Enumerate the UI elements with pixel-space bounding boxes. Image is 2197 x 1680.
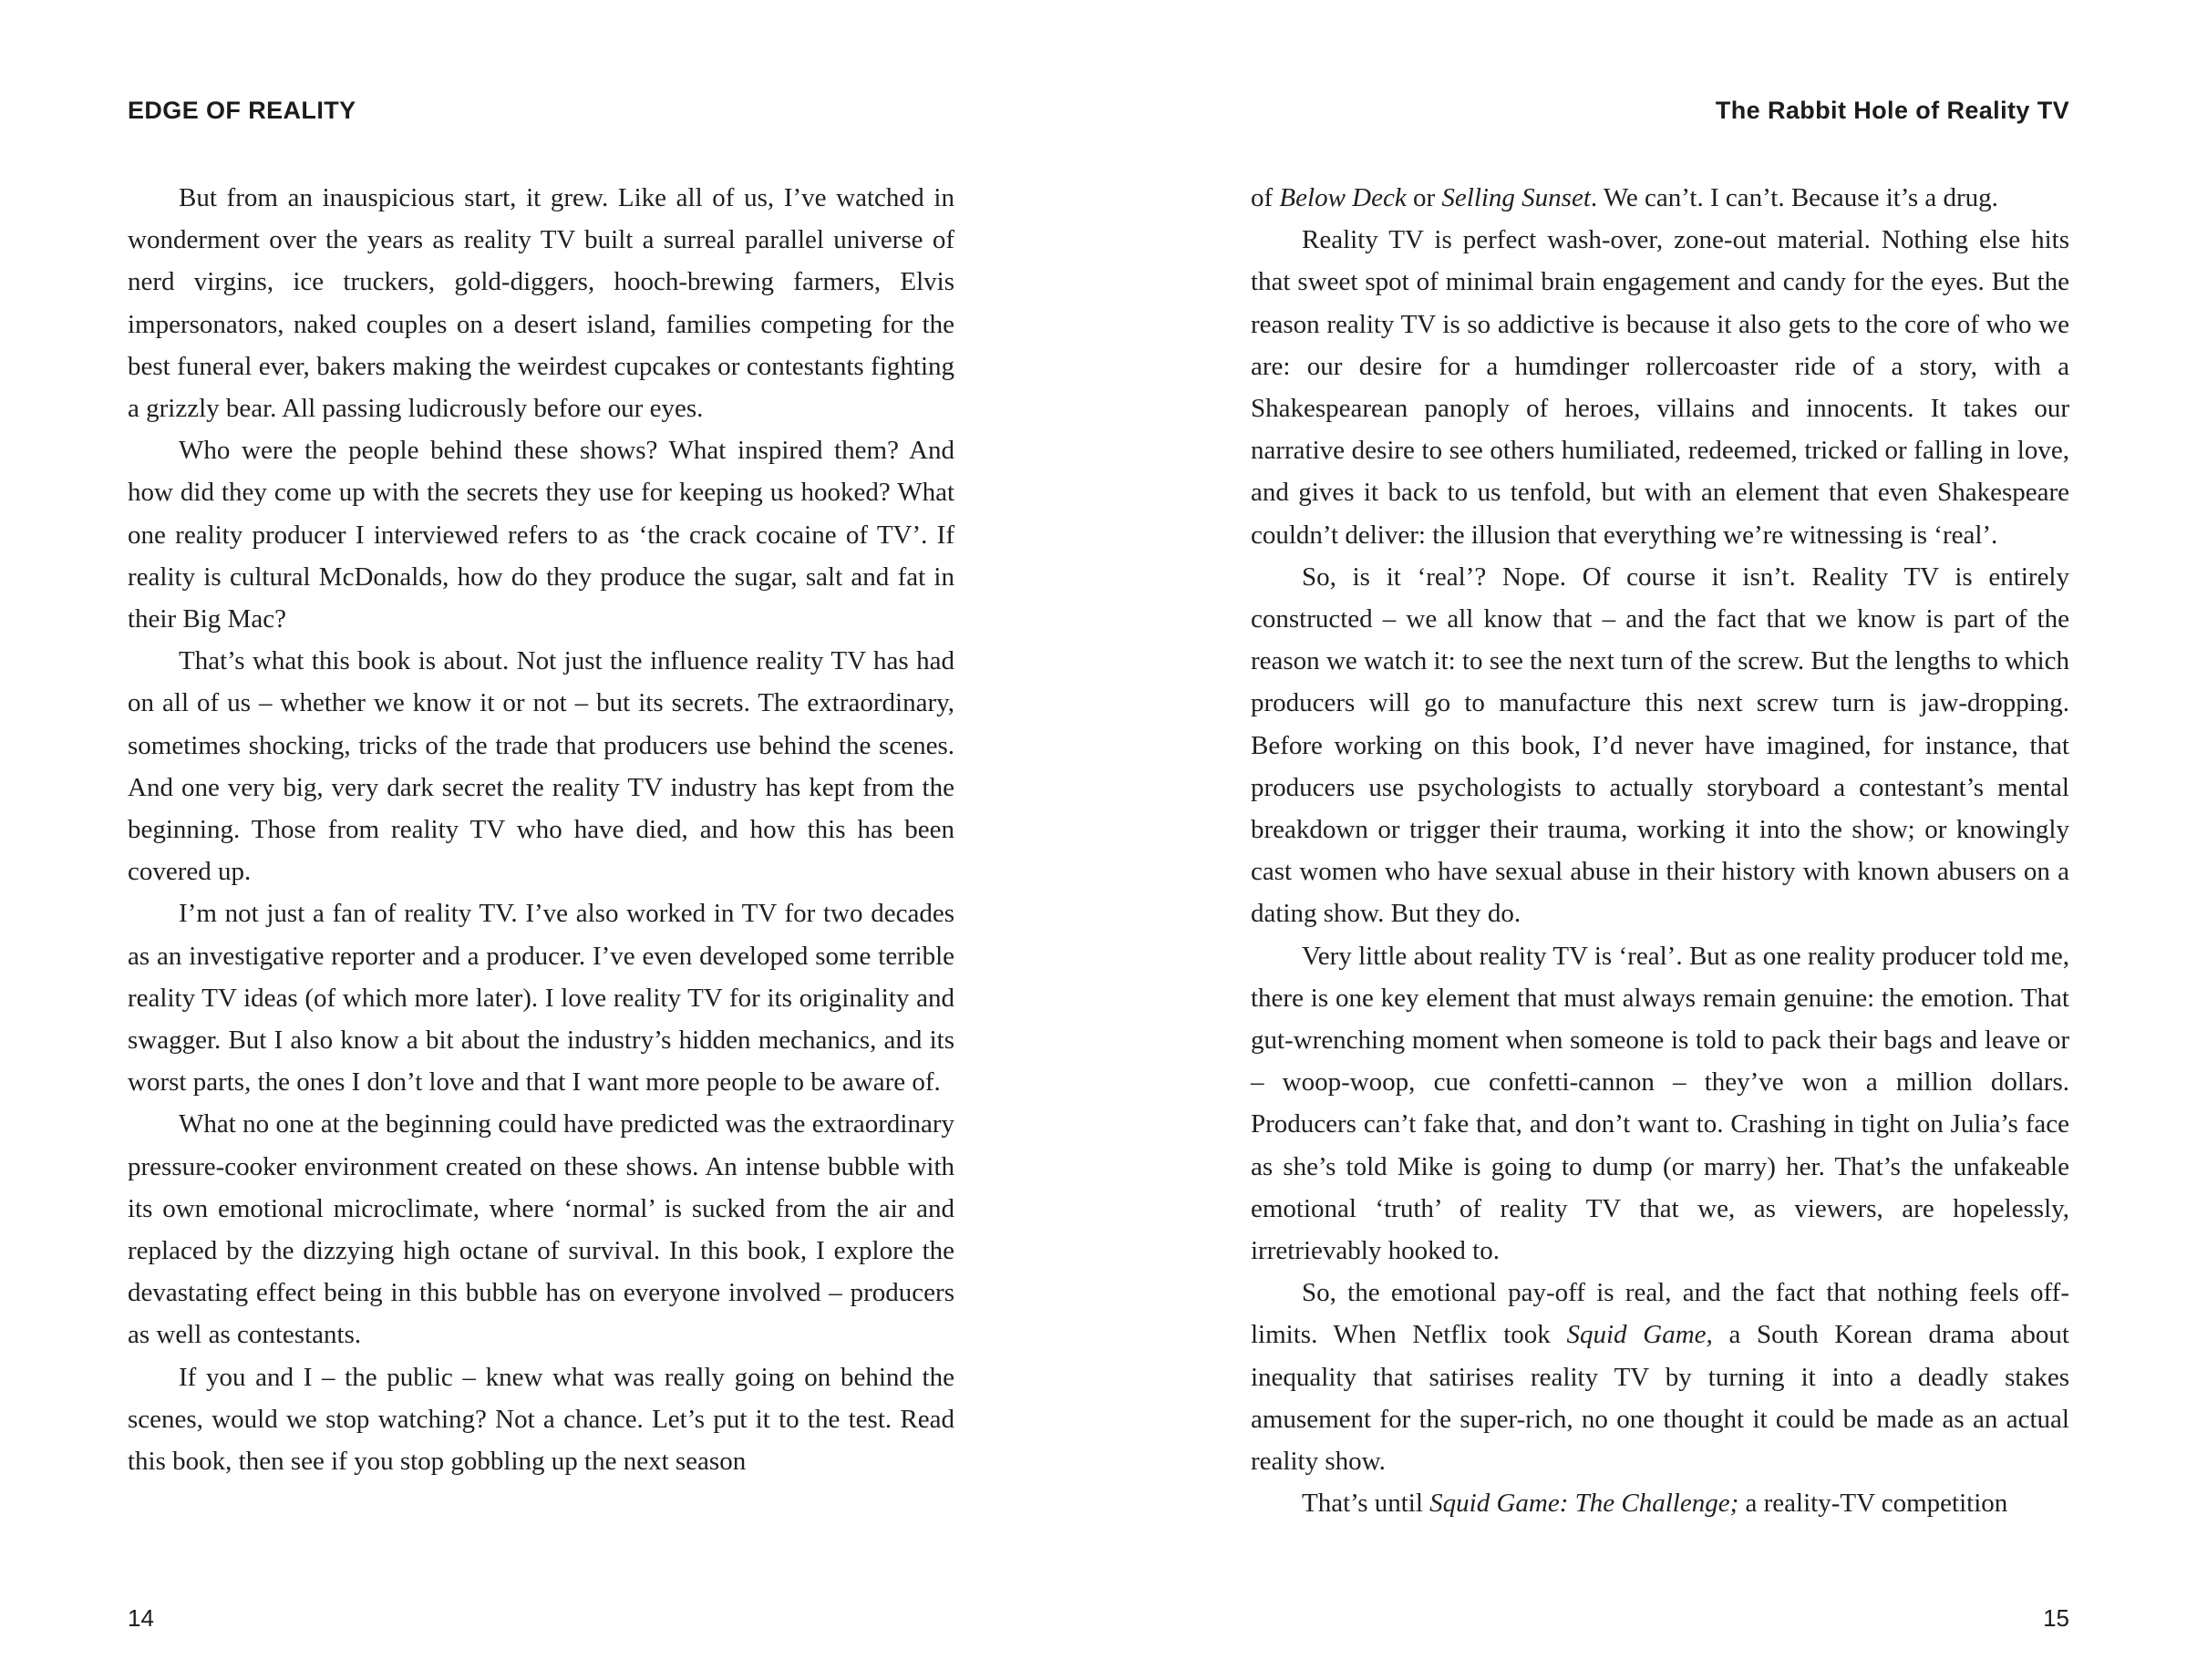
page-right bbox=[1098, 0, 2197, 1680]
paragraph bbox=[1251, 935, 2069, 1273]
italic-text-run: Squid Game, bbox=[1566, 1320, 1713, 1350]
running-head-right: The Rabbit Hole of Reality TV bbox=[1715, 97, 2069, 124]
text-run: So, is it ‘real’? Nope. Of course it isn’t. Reality TV is entirely constructed – we all know that – and the fact that we know is part of the reason we watch it: to see the next turn of the screw. But the lengths to which producers will go to manufacture this next screw turn is jaw-dropping. Before working on this book, I’d never have imagined, for instance, that producers use psychologists to actually storyboard a contestant’s mental breakdown or trigger their trauma, working it into the show; or knowingly cast women who have sexual abuse in their history with known abusers on a dating show. But they do. bbox=[1251, 562, 2069, 929]
paragraph bbox=[1251, 556, 2069, 935]
text-run: Very little about reality TV is ‘real’. But as one reality producer told me, there is one key element that must always remain genuine: the emotion. That gut-wrenching moment when someone is told to pack their bags and leave or – woop-woop, cue confetti-cannon – they’ve won a million dollars. Producers can’t fake that, and don’t want to. Crashing in tight on Julia’s face as she’s told Mike is going to dump (or marry) her. That’s the unfakeable emotional ‘truth’ of reality TV that we, as viewers, are hopelessly, irretrievably hooked to. bbox=[1251, 941, 2069, 1266]
text-run: If you and I – the public – knew what was really going on behind the scenes, would we stop watching? Not a chance. Let’s put it to the test. Read this book, then see if you stop gobbling up the next season bbox=[128, 1362, 954, 1477]
paragraph bbox=[1251, 1482, 2069, 1524]
italic-text-run: Squid Game: The Challenge; bbox=[1429, 1489, 1739, 1519]
running-head-left: EDGE OF REALITY bbox=[128, 97, 356, 124]
paragraph bbox=[128, 892, 954, 1103]
text-run: of bbox=[1251, 183, 1280, 212]
page-left-body bbox=[128, 177, 954, 1482]
italic-text-run: Below Deck bbox=[1279, 183, 1407, 212]
text-run: I’m not just a fan of reality TV. I’ve also worked in TV for two decades as an investigative reporter and a producer. I’ve even developed some terrible reality TV ideas (of which more later). I love reality TV for its originality and swagger. But I also know a bit about the industry’s hidden mechanics, and its worst parts, the ones I don’t love and that I want more people to be aware of. bbox=[128, 899, 954, 1098]
paragraph bbox=[1251, 219, 2069, 556]
page-number-left: 14 bbox=[128, 1604, 154, 1632]
text-run: So, the emotional pay-off is real, and the fact that nothing feels off-limits. When Netflix took bbox=[1251, 1278, 2069, 1350]
paragraph bbox=[128, 640, 954, 892]
paragraph bbox=[128, 1356, 954, 1483]
paragraph bbox=[1251, 1272, 2069, 1482]
text-run: That’s until bbox=[1302, 1489, 1430, 1519]
italic-text-run: Selling Sunset bbox=[1441, 183, 1591, 212]
text-run: Who were the people behind these shows? What inspired them? And how did they come up with the secrets they use for keeping us hooked? What one reality producer I interviewed refers to as ‘the crack cocaine of TV’. If reality is cultural McDonalds, how do they produce the sugar, salt and fat in their Big Mac? bbox=[128, 436, 954, 634]
text-run: a reality-TV competition bbox=[1738, 1489, 2008, 1519]
text-run: But from an inauspicious start, it grew. Like all of us, I’ve watched in wonderment over the years as reality TV built a surreal parallel universe of nerd virgins, ice truckers, gold-diggers, hooch-brewing farmers, Elvis impersonators, naked couples on a desert island, families competing for the best funeral ever, bakers making the weirdest cupcakes or contestants fighting a grizzly bear. All passing ludicrously before our eyes. bbox=[128, 183, 954, 424]
text-run: or bbox=[1406, 183, 1442, 212]
page-right-body bbox=[1251, 177, 2069, 1525]
text-run: What no one at the beginning could have predicted was the extraordinary pressure-cooker environment created on these shows. An intense bubble with its own emotional microclimate, where ‘normal’ is sucked from the air and replaced by the dizzying high octane of survival. In this book, I explore the devastating effect being in this bubble has on everyone involved – producers as well as contestants. bbox=[128, 1109, 954, 1350]
text-run: Reality TV is perfect wash-over, zone-out material. Nothing else hits that sweet spot of minimal brain engagement and candy for the eyes. But the reason reality TV is so addictive is because it also gets to the core of who we are: our desire for a humdinger rollercoaster ride of a story, with a Shakespearean panoply of heroes, villains and innocents. It takes our narrative desire to see others humiliated, redeemed, tricked or falling in love, and gives it back to us tenfold, but with an element that even Shakespeare couldn’t deliver: the illusion that everything we’re witnessing is ‘real’. bbox=[1251, 225, 2069, 550]
paragraph bbox=[128, 1103, 954, 1355]
text-run: That’s what this book is about. Not just the influence reality TV has had on all of us – whether we know it or not – but its secrets. The extraordinary, sometimes shocking, tricks of the trade that producers use behind the scenes. And one very big, very dark secret the reality TV industry has kept from the beginning. Those from reality TV who have died, and how this has been covered up. bbox=[128, 646, 954, 887]
text-run: . We can’t. I can’t. Because it’s a drug. bbox=[1590, 183, 1998, 212]
page-left bbox=[0, 0, 1098, 1680]
paragraph bbox=[128, 429, 954, 640]
text-run: a South Korean drama about inequality that satirises reality TV by turning it into a deadly stakes amusement for the super-rich, no one thought it could be made as an actual reality show. bbox=[1251, 1320, 2069, 1477]
page-number-right: 15 bbox=[2043, 1604, 2069, 1632]
paragraph bbox=[128, 177, 954, 429]
paragraph bbox=[1251, 177, 2069, 219]
